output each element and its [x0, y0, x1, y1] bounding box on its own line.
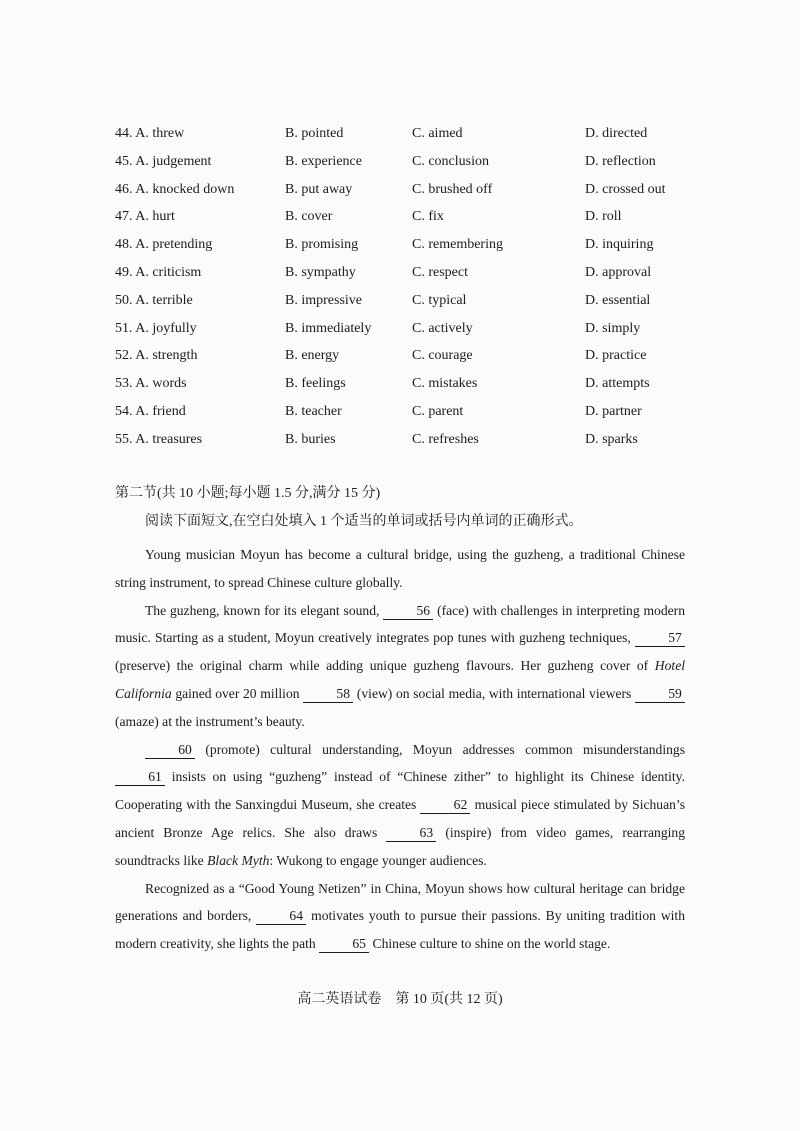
- option-row: [115, 124, 715, 152]
- option-c: C. brushed off: [412, 181, 493, 197]
- option-d: D. roll: [585, 209, 622, 225]
- option-a: 54. A. friend: [115, 403, 186, 419]
- option-a: 45. A. judgement: [115, 153, 212, 169]
- passage-text: (view) on social media, with international viewers: [356, 685, 632, 701]
- option-a: 52. A. strength: [115, 348, 198, 364]
- blank-60[interactable]: 60: [145, 741, 195, 759]
- option-row: [115, 374, 715, 402]
- option-d: D. sparks: [585, 431, 638, 447]
- option-row: [115, 291, 715, 319]
- option-d: D. attempts: [585, 376, 650, 392]
- option-a: 55. A. treasures: [115, 431, 203, 447]
- passage-text: (inspire) from video games, rearranging soundtracks like: [115, 824, 685, 868]
- option-row: [115, 346, 715, 374]
- option-c: C. parent: [412, 403, 464, 419]
- option-a: 51. A. joyfully: [115, 320, 197, 336]
- option-a: 50. A. terrible: [115, 292, 193, 308]
- game-title: Black Myth: [207, 852, 270, 868]
- blank-64[interactable]: 64: [256, 907, 306, 925]
- blank-62[interactable]: 62: [420, 796, 470, 814]
- blank-58[interactable]: 58: [303, 685, 353, 703]
- blank-57[interactable]: 57: [635, 629, 685, 647]
- option-row: [115, 152, 715, 180]
- passage-text: musical piece stimulated by Sichuan’s ancient Bronze Age relics. She also draws: [115, 797, 686, 840]
- option-d: D. essential: [585, 292, 651, 308]
- option-b: B. put away: [285, 181, 353, 197]
- option-c: C. mistakes: [412, 376, 478, 392]
- passage-text: Recognized as a “Good Young Netizen” in China, Moyun shows how cultural heritage can bridge generations and borders,: [115, 880, 685, 924]
- song-title: Hotel California: [115, 658, 685, 701]
- passage-text: Young musician Moyun has become a cultural bridge, using the guzheng, a traditional Chinese string instrument, to spread Chinese culture globally.: [115, 547, 685, 590]
- page-footer: 高二英语试卷 第 10 页(共 12 页): [297, 992, 503, 1007]
- passage-text: (promote) cultural understanding, Moyun addresses common misunderstandings: [205, 741, 685, 757]
- option-a: 48. A. pretending: [115, 237, 213, 253]
- option-d: D. approval: [585, 264, 652, 280]
- blank-61[interactable]: 61: [115, 768, 165, 786]
- blank-59[interactable]: 59: [635, 685, 685, 703]
- option-c: C. courage: [412, 348, 473, 364]
- option-row: [115, 430, 715, 458]
- section-heading: 第二节(共 10 小题;每小题 1.5 分,满分 15 分): [115, 486, 381, 501]
- option-row: [115, 402, 715, 430]
- option-row: [115, 207, 715, 235]
- option-b: B. experience: [285, 153, 362, 169]
- option-c: C. remembering: [412, 237, 503, 253]
- option-row: [115, 319, 715, 347]
- option-b: B. sympathy: [285, 264, 356, 280]
- option-c: C. refreshes: [412, 431, 479, 447]
- option-row: [115, 180, 715, 208]
- option-row: [115, 263, 715, 291]
- passage-paragraph-4: [115, 875, 685, 958]
- option-b: B. pointed: [285, 126, 344, 141]
- option-c: C. aimed: [412, 126, 463, 141]
- blank-63[interactable]: 63: [386, 824, 436, 842]
- option-d: D. inquiring: [585, 237, 654, 253]
- option-b: B. buries: [285, 431, 336, 447]
- option-a: 49. A. criticism: [115, 264, 202, 280]
- option-b: B. feelings: [285, 376, 346, 392]
- passage-text: gained over 20 million: [175, 685, 300, 701]
- option-d: D. reflection: [585, 153, 656, 169]
- passage-text: (preserve) the original charm while adding unique guzheng flavours. Her guzheng cover of: [115, 658, 649, 674]
- passage-text: Chinese culture to shine on the world stage.: [372, 936, 611, 952]
- option-d: D. simply: [585, 320, 641, 336]
- passage-paragraph-3: [115, 736, 685, 875]
- option-b: B. energy: [285, 348, 340, 364]
- blank-65[interactable]: 65: [319, 935, 369, 953]
- option-a: 46. A. knocked down: [115, 181, 235, 197]
- choice-options-list: [115, 124, 715, 458]
- passage-text: (face) with challenges in interpreting modern music. Starting as a student, Moyun creatively integrates pop tunes with guzheng techniques,: [115, 602, 685, 646]
- option-a: 44. A. threw: [115, 126, 185, 141]
- option-b: B. promising: [285, 237, 359, 253]
- option-c: C. typical: [412, 292, 467, 308]
- option-a: 53. A. words: [115, 376, 187, 392]
- option-b: B. immediately: [285, 320, 372, 336]
- option-c: C. actively: [412, 320, 473, 336]
- option-a: 47. A. hurt: [115, 209, 175, 225]
- passage-paragraph-2: [115, 597, 685, 736]
- option-d: D. crossed out: [585, 181, 666, 197]
- option-c: C. fix: [412, 209, 444, 225]
- passage-text: insists on using “guzheng” instead of “Chinese zither” to highlight its Chinese identity. Cooperating with the Sanxingdui Museum, she creates: [115, 769, 685, 813]
- option-b: B. cover: [285, 209, 333, 225]
- passage-text: The guzheng, known for its elegant sound,: [145, 602, 380, 618]
- option-c: C. conclusion: [412, 153, 489, 169]
- option-d: D. directed: [585, 126, 648, 141]
- option-d: D. practice: [585, 348, 647, 364]
- passage-paragraph-1: [115, 541, 685, 597]
- option-b: B. teacher: [285, 403, 342, 419]
- option-row: [115, 235, 715, 263]
- passage-text: : Wukong to engage younger audiences.: [269, 852, 487, 868]
- option-d: D. partner: [585, 403, 642, 419]
- cloze-passage: [115, 541, 685, 958]
- section-instruction: 阅读下面短文,在空白处填入 1 个适当的单词或括号内单词的正确形式。: [145, 514, 583, 529]
- option-c: C. respect: [412, 264, 468, 280]
- passage-text: (amaze) at the instrument’s beauty.: [115, 713, 305, 729]
- option-b: B. impressive: [285, 292, 362, 308]
- blank-56[interactable]: 56: [383, 602, 433, 620]
- passage-text: motivates youth to pursue their passions. By uniting tradition with modern creativity, she lights the path: [115, 908, 685, 952]
